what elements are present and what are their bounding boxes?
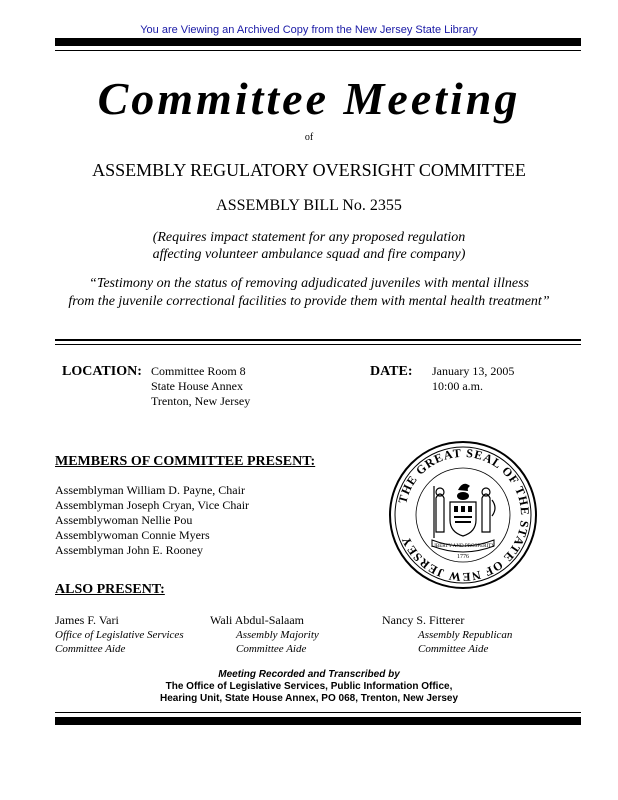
aide-office: Assembly Republican [418, 629, 513, 641]
date-details [432, 364, 514, 394]
testimony-line: “Testimony on the status of removing adjudicated juveniles with mental illness [89, 276, 529, 291]
member-item: Assemblywoman Connie Myers [55, 528, 210, 542]
seal-ribbon-text: LIBERTY AND PROSPERITY [431, 544, 495, 549]
aide-name: James F. Vari [55, 613, 119, 627]
mid-rule-lower [55, 344, 581, 345]
aide-office: Office of Legislative Services [55, 629, 184, 641]
aide-title: Committee Aide [418, 643, 489, 655]
testimony-line: from the juvenile correctional facilities to provide them with mental health treatment” [68, 294, 550, 309]
location-label: LOCATION: [62, 364, 142, 379]
state-seal-icon [388, 440, 538, 590]
aide-title: Committee Aide [55, 643, 126, 655]
aide-name: Nancy S. Fitterer [382, 613, 465, 627]
member-item: Assemblyman Joseph Cryan, Vice Chair [55, 498, 250, 512]
bill-description-line: affecting volunteer ambulance squad and fire company) [152, 247, 466, 262]
seal-year: 1776 [457, 554, 469, 560]
top-thick-rule [55, 38, 581, 46]
member-item: Assemblyman William D. Payne, Chair [55, 483, 245, 497]
archive-notice: You are Viewing an Archived Copy from the New Jersey State Library [140, 24, 478, 36]
aide-office: Assembly Majority [236, 629, 319, 641]
location-line: State House Annex [151, 379, 243, 393]
aide-block [382, 613, 512, 656]
recording-credit-line: Hearing Unit, State House Annex, PO 068, Trenton, New Jersey [159, 693, 459, 704]
bill-description [0, 229, 618, 263]
members-heading: MEMBERS OF COMMITTEE PRESENT: [55, 454, 316, 469]
aide-block [210, 613, 319, 656]
title-of: of [304, 132, 314, 143]
mid-rule-upper [55, 339, 581, 341]
testimony-topic [0, 275, 618, 311]
seal-text: THE GREAT SEAL OF THE STATE OF NEW JERSEY [395, 445, 533, 585]
bill-description-line: (Requires impact statement for any proposed regulation [152, 230, 466, 245]
date-label: DATE: [370, 364, 413, 379]
bottom-thick-rule [55, 717, 581, 725]
recording-credit-line: The Office of Legislative Services, Public Information Office, [165, 681, 453, 692]
time-line: 10:00 a.m. [432, 379, 483, 393]
bottom-thin-rule [55, 712, 581, 713]
recording-credit [0, 669, 618, 705]
aide-block [55, 613, 184, 656]
location-details [151, 364, 250, 409]
committee-name: ASSEMBLY REGULATORY OVERSIGHT COMMITTEE [92, 160, 526, 180]
also-present-heading: ALSO PRESENT: [55, 582, 165, 597]
location-line: Trenton, New Jersey [151, 394, 251, 408]
top-thin-rule [55, 50, 581, 51]
date-line: January 13, 2005 [432, 364, 515, 378]
location-line: Committee Room 8 [151, 364, 246, 378]
member-item: Assemblyman John E. Rooney [55, 543, 203, 557]
member-item: Assemblywoman Nellie Pou [55, 513, 193, 527]
document-title: Committee Meeting [97, 73, 521, 124]
aide-name: Wali Abdul-Salaam [210, 613, 305, 627]
bill-number: ASSEMBLY BILL No. 2355 [216, 197, 402, 214]
aide-title: Committee Aide [236, 643, 307, 655]
recording-credit-title: Meeting Recorded and Transcribed by [218, 669, 400, 680]
members-list [55, 483, 249, 558]
